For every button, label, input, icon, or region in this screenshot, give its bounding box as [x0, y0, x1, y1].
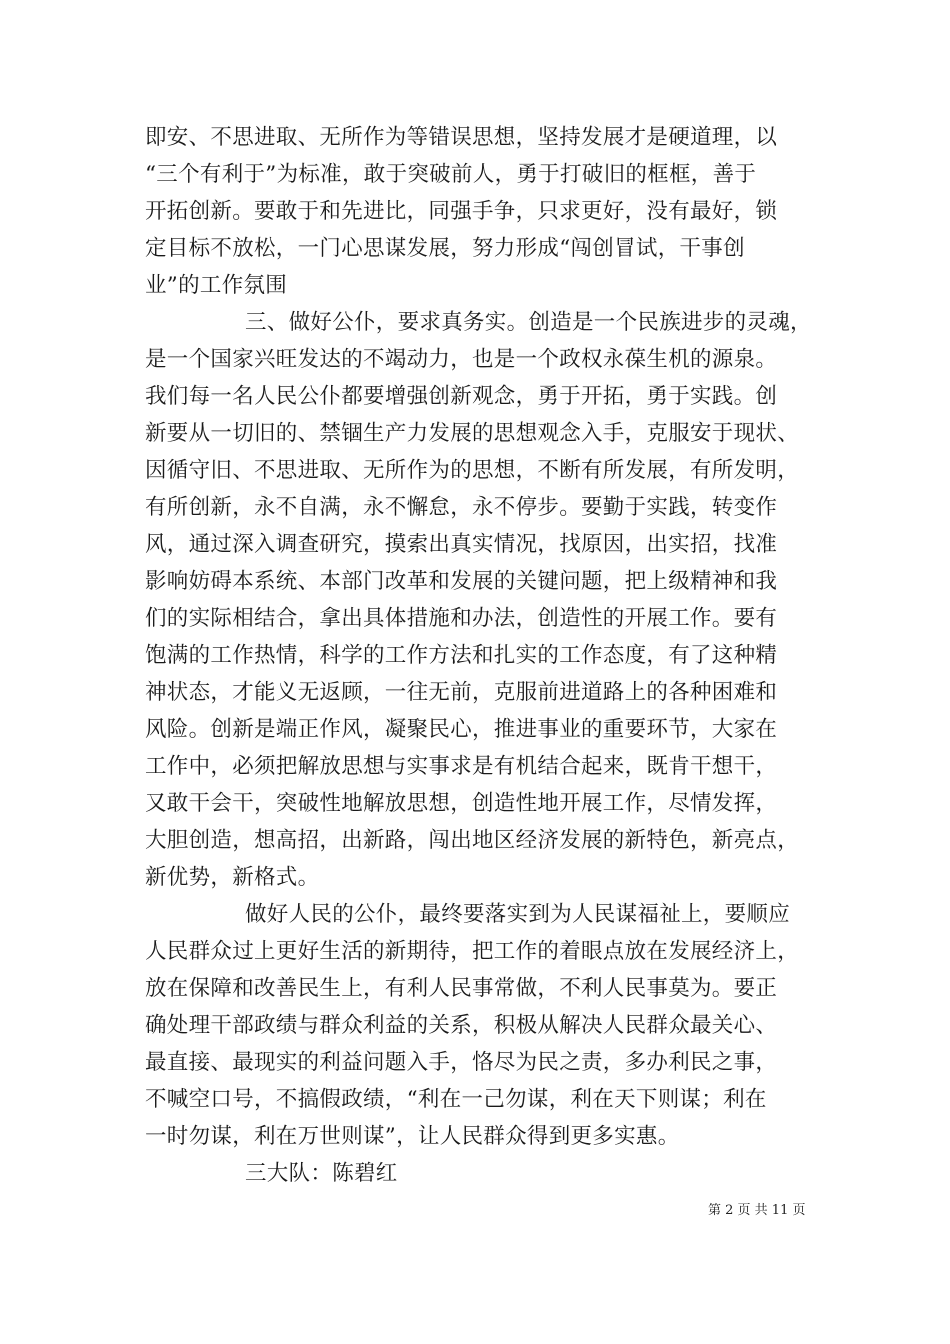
text-line: 即安、不思进取、无所作为等错误思想，坚持发展才是硬道理，以 — [145, 125, 778, 150]
text-line: 因循守旧、不思进取、无所作为的思想，不断有所发展，有所发明， — [145, 458, 800, 483]
text-line: 风险。创新是端正作风，凝聚民心，推进事业的重要环节，大家在 — [145, 717, 778, 742]
text-line: 不喊空口号，不搞假政绩，“利在一己勿谋，利在天下则谋；利在 — [145, 1087, 767, 1112]
text-line: 神状态，才能义无返顾，一往无前，克服前进道路上的各种困难和 — [145, 680, 778, 705]
text-line: 我们每一名人民公仆都要增强创新观念，勇于开拓，勇于实践。创 — [145, 384, 778, 409]
text-line: 饱满的工作热情，科学的工作方法和扎实的工作态度，有了这种精 — [145, 643, 778, 668]
text-line: 一时勿谋，利在万世则谋”，让人民群众得到更多实惠。 — [145, 1124, 680, 1149]
text-line: 新优势，新格式。 — [145, 865, 320, 890]
text-line: 风，通过深入调查研究，摸索出真实情况，找原因，出实招，找准 — [145, 532, 778, 557]
text-line: 人民群众过上更好生活的新期待，把工作的着眼点放在发展经济上， — [145, 939, 800, 964]
text-line: 最直接、最现实的利益问题入手，恪尽为民之责，多办利民之事， — [145, 1050, 778, 1075]
text-line: 们的实际相结合，拿出具体措施和办法，创造性的开展工作。要有 — [145, 606, 778, 631]
text-line: 是一个国家兴旺发达的不竭动力，也是一个政权永葆生机的源泉。 — [145, 347, 778, 372]
text-line: 开拓创新。要敢于和先进比，同强手争，只求更好，没有最好，锁 — [145, 199, 778, 224]
paragraph-start-line: 做好人民的公仆，最终要落实到为人民谋福祉上，要顺应 — [245, 902, 791, 927]
text-line: 有所创新，永不自满，永不懈怠，永不停步。要勤于实践，转变作 — [145, 495, 778, 520]
text-line: 新要从一切旧的、禁锢生产力发展的思想观念入手，克服安于现状、 — [145, 421, 800, 446]
text-line: 定目标不放松，一门心思谋发展，努力形成“闯创冒试，干事创 — [145, 236, 745, 261]
author-signature-line: 三大队：陈碧红 — [245, 1161, 398, 1186]
page-number-footer: 第 2 页 共 11 页 — [708, 1203, 806, 1218]
text-line: 确处理干部政绩与群众利益的关系，积极从解决人民群众最关心、 — [145, 1013, 778, 1038]
section-heading-line: 三、做好公仆，要求真务实。创造是一个民族进步的灵魂， — [245, 310, 812, 335]
text-line: 业”的工作氛围 — [145, 273, 288, 298]
text-line: “三个有利于”为标准，敢于突破前人，勇于打破旧的框框，善于 — [145, 162, 757, 187]
text-line: 影响妨碍本系统、本部门改革和发展的关键问题，把上级精神和我 — [145, 569, 778, 594]
text-line: 放在保障和改善民生上，有利人民事常做，不利人民事莫为。要正 — [145, 976, 778, 1001]
text-line: 又敢干会干，突破性地解放思想，创造性地开展工作，尽情发挥， — [145, 791, 778, 816]
text-line: 大胆创造，想高招，出新路，闯出地区经济发展的新特色，新亮点， — [145, 828, 800, 853]
text-line: 工作中，必须把解放思想与实事求是有机结合起来，既肯干想干， — [145, 754, 778, 779]
